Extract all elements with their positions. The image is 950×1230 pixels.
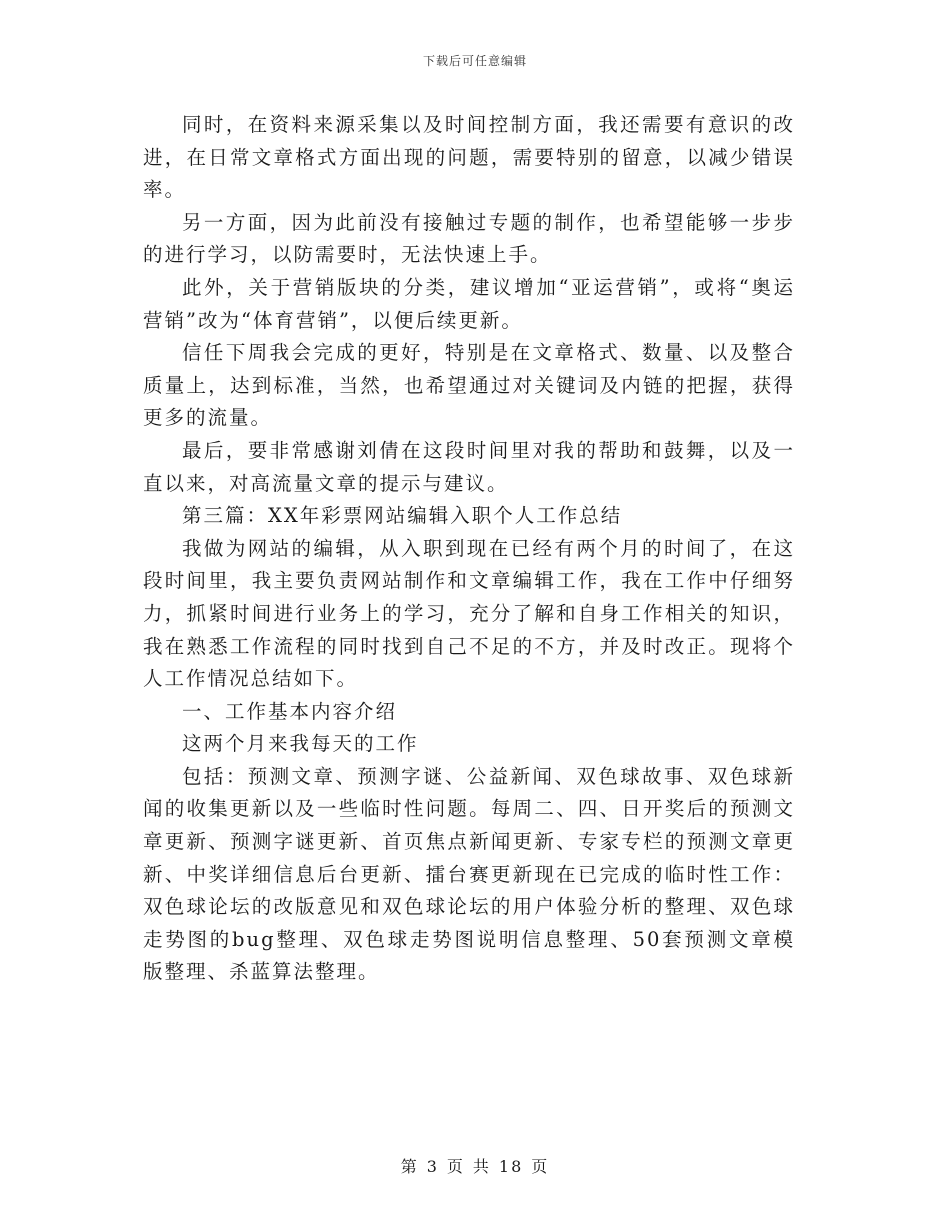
document-body (143, 109, 795, 989)
paragraph-2: 另一方面，因为此前没有接触过专题的制作，也希望能够一步步的进行学习，以防需要时，无法快速上手。 (143, 210, 795, 267)
subheading-1: 一、工作基本内容介绍 (182, 699, 398, 723)
paragraph-5: 最后，要非常感谢刘倩在这段时间里对我的帮助和鼓舞，以及一直以来，对高流量文章的提示与建议。 (143, 438, 795, 495)
section-heading-3: 第三篇：XX年彩票网站编辑入职个人工作总结 (182, 504, 623, 528)
page-header: 下载后可任意编辑 (422, 54, 527, 68)
page-current: 3 (426, 1157, 439, 1176)
paragraph-7: 这两个月来我每天的工作 (182, 732, 419, 756)
paragraph-8: 包括：预测文章、预测字谜、公益新闻、双色球故事、双色球新闻的收集更新以及一些临时性问题。每周二、四、日开奖后的预测文章更新、预测字谜更新、首页焦点新闻更新、专家专栏的预测文章更新、中奖详细信息后台更新、擂台赛更新现在已完成的临时性工作：双色球论坛的改版意见和双色球论坛的用户体验分析的整理、双色球走势图的bug整理、双色球走势图说明信息整理、50套预测文章模版整理、杀蓝算法整理。 (143, 764, 795, 984)
paragraph-4: 信任下周我会完成的更好，特别是在文章格式、数量、以及整合质量上，达到标准，当然，也希望通过对关键词及内链的把握，获得更多的流量。 (143, 341, 795, 430)
paragraph-1: 同时，在资料来源采集以及时间控制方面，我还需要有意识的改进，在日常文章格式方面出现的问题，需要特别的留意，以减少错误率。 (143, 113, 795, 202)
paragraph-3: 此外，关于营销版块的分类，建议增加“亚运营销”，或将“奥运营销”改为“体育营销”，以便后续更新。 (143, 275, 795, 332)
page-mid: 页 (446, 1157, 465, 1176)
page-footer (0, 1154, 950, 1177)
paragraph-6: 我做为网站的编辑，从入职到现在已经有两个月的时间了，在这段时间里，我主要负责网站制作和文章编辑工作，我在工作中仔细努力，抓紧时间进行业务上的学习，充分了解和自身工作相关的知识，我在熟悉工作流程的同时找到自己不足的不方，并及时改正。现将个人工作情况总结如下。 (143, 536, 795, 691)
page-prefix: 第 (400, 1157, 419, 1176)
page-suffix: 页 (531, 1157, 550, 1176)
page-total-prefix: 共 (472, 1157, 491, 1176)
page-total: 18 (498, 1157, 524, 1176)
